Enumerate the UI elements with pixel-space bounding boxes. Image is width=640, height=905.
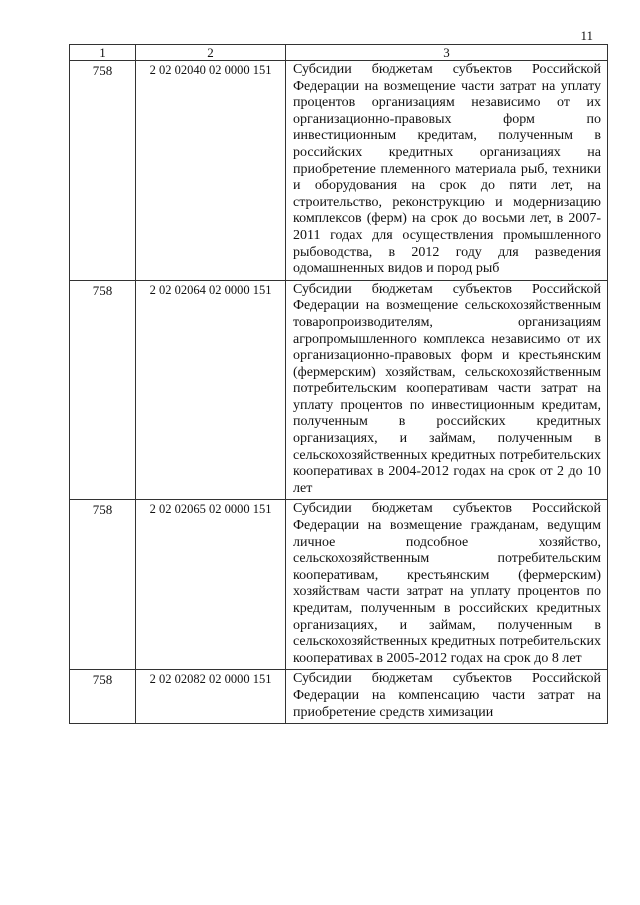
kbk-code-cell: 2 02 02040 02 0000 151 xyxy=(136,61,286,281)
description-text: Субсидии бюджетам субъектов Российской Федерации на возмещение гражданам, ведущим личное подсобное хозяйство, сельскохозяйственным потребительским кооперативам, крестьянским (фермерским) хозяйствам части затрат на уплату процентов по кредитам, полученным в российских кредитных организациях, и займам, полученным в сельскохозяйственных кредитных потребительских кооперативах в 2005-2012 годах на срок до 8 лет xyxy=(293,501,601,666)
table-row xyxy=(70,500,608,670)
description-cell xyxy=(286,500,608,670)
description-text: Субсидии бюджетам субъектов Российской Федерации на компенсацию части затрат на приобретение средств химизации xyxy=(293,671,601,720)
table-row xyxy=(70,280,608,500)
admin-code-cell: 758 xyxy=(70,280,136,500)
column-header-1: 1 xyxy=(70,45,136,61)
column-header-3: 3 xyxy=(286,45,608,61)
table-header-row xyxy=(70,45,608,61)
kbk-code-cell: 2 02 02082 02 0000 151 xyxy=(136,670,286,724)
admin-code-cell: 758 xyxy=(70,670,136,724)
description-cell xyxy=(286,670,608,724)
page-number: 11 xyxy=(580,28,593,43)
table-row xyxy=(70,61,608,281)
admin-code-cell: 758 xyxy=(70,61,136,281)
description-cell xyxy=(286,280,608,500)
description-cell xyxy=(286,61,608,281)
description-text: Субсидии бюджетам субъектов Российской Федерации на возмещение части затрат на уплату процентов организациям независимо от их организационно-правовых форм по инвестиционным кредитам, полученным в российских кредитных организациях на приобретение племенного материала рыб, техники и оборудования на срок до пяти лет, на строительство, реконструкцию и модернизацию комплексов (ферм) на срок до восьми лет, в 2007-2011 годах для осуществления промышленного рыбоводства, в 2012 году для разведения одомашненных видов и пород рыб xyxy=(293,62,601,277)
kbk-code-cell: 2 02 02064 02 0000 151 xyxy=(136,280,286,500)
table-row xyxy=(70,670,608,724)
kbk-code-cell: 2 02 02065 02 0000 151 xyxy=(136,500,286,670)
budget-codes-table xyxy=(69,44,608,724)
admin-code-cell: 758 xyxy=(70,500,136,670)
description-text: Субсидии бюджетам субъектов Российской Федерации на возмещение сельскохозяйственным товаропроизводителям, организациям агропромышленного комплекса независимо от их организационно-правовых форм и крестьянским (фермерским) хозяйствам, сельскохозяйственным потребительским кооперативам части затрат на уплату процентов по инвестиционным кредитам, полученным в российских кредитных организациях, и займам, полученным в сельскохозяйственных кредитных потребительских кооперативах в 2004-2012 годах на срок от 2 до 10 лет xyxy=(293,281,601,496)
column-header-2: 2 xyxy=(136,45,286,61)
